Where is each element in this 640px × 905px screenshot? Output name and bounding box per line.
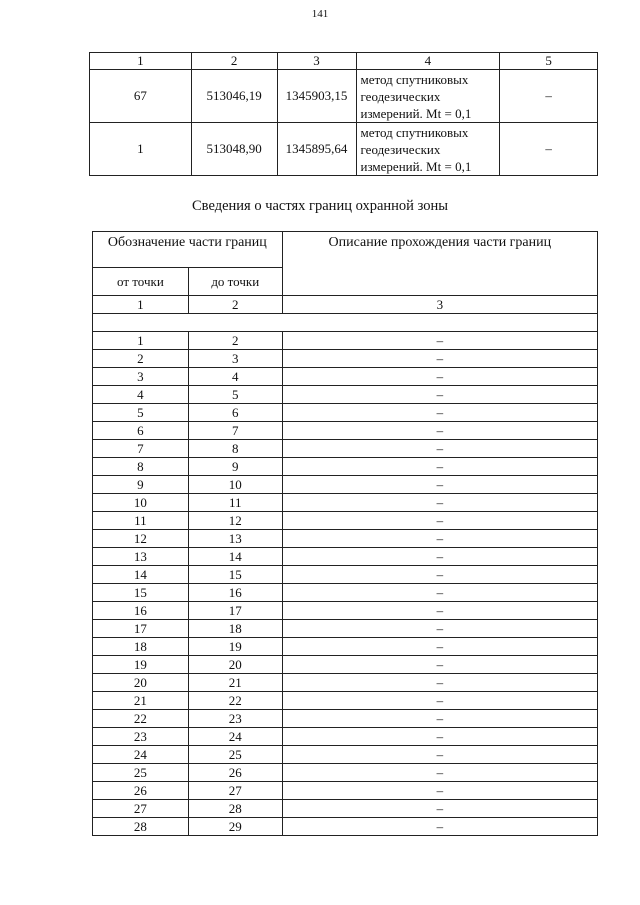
- coordinates-header-row: [90, 53, 598, 70]
- table-row: [93, 476, 598, 494]
- from-point: 22: [93, 710, 189, 728]
- from-point: 18: [93, 638, 189, 656]
- part-description: –: [282, 404, 597, 422]
- table-row: [93, 620, 598, 638]
- col-number-cell: 2: [191, 53, 277, 70]
- from-point: 21: [93, 692, 189, 710]
- method-line: метод спутниковых: [360, 124, 469, 140]
- part-description: –: [282, 710, 597, 728]
- parts-spacer-row: [93, 314, 598, 332]
- from-point: 20: [93, 674, 189, 692]
- to-point: 29: [188, 818, 282, 836]
- from-point: 2: [93, 350, 189, 368]
- from-point: 4: [93, 386, 189, 404]
- table-row: [93, 656, 598, 674]
- table-row: [93, 782, 598, 800]
- from-point: 12: [93, 530, 189, 548]
- table-row: [93, 422, 598, 440]
- part-description: –: [282, 368, 597, 386]
- to-point: 24: [188, 728, 282, 746]
- parts-rows: [93, 332, 598, 836]
- from-point: 24: [93, 746, 189, 764]
- to-point: 20: [188, 656, 282, 674]
- coordinate-y: 1345903,15: [277, 70, 356, 123]
- part-description: –: [282, 386, 597, 404]
- from-point: 16: [93, 602, 189, 620]
- part-description: –: [282, 620, 597, 638]
- table-row: [93, 764, 598, 782]
- part-description: –: [282, 782, 597, 800]
- method-line: геодезических: [360, 141, 441, 157]
- table-row: [93, 746, 598, 764]
- from-point: 19: [93, 656, 189, 674]
- coordinate-x: 513046,19: [191, 70, 277, 123]
- table-row: [93, 728, 598, 746]
- table-row: [93, 566, 598, 584]
- parts-header-row: [93, 232, 598, 268]
- col-number-cell: 1: [90, 53, 192, 70]
- part-description: –: [282, 584, 597, 602]
- part-description: –: [282, 512, 597, 530]
- part-description: –: [282, 476, 597, 494]
- table-row: [93, 404, 598, 422]
- to-point: 2: [188, 332, 282, 350]
- table-row: [93, 638, 598, 656]
- part-description: –: [282, 764, 597, 782]
- from-point: 13: [93, 548, 189, 566]
- parts-col-numbers-row: [93, 296, 598, 314]
- table-row: [93, 440, 598, 458]
- to-point: 4: [188, 368, 282, 386]
- from-point: 17: [93, 620, 189, 638]
- table-row: [93, 800, 598, 818]
- to-point: 11: [188, 494, 282, 512]
- to-point: 3: [188, 350, 282, 368]
- to-point: 25: [188, 746, 282, 764]
- col-number-cell: 1: [93, 296, 189, 314]
- coordinate-x: 513048,90: [191, 123, 277, 176]
- to-point: 7: [188, 422, 282, 440]
- part-description: –: [282, 458, 597, 476]
- part-description: –: [282, 800, 597, 818]
- from-point: 8: [93, 458, 189, 476]
- table-row: [93, 368, 598, 386]
- from-point: 6: [93, 422, 189, 440]
- from-point: 3: [93, 368, 189, 386]
- method-line: измерений. Mt = 0,1: [360, 158, 472, 174]
- to-point: 5: [188, 386, 282, 404]
- note-cell: –: [500, 70, 598, 123]
- section-title: Сведения о частях границ охранной зоны: [192, 198, 448, 214]
- table-row: [93, 602, 598, 620]
- table-row: [93, 548, 598, 566]
- method-line: метод спутниковых: [360, 71, 469, 87]
- from-point: 26: [93, 782, 189, 800]
- table-row: [93, 494, 598, 512]
- to-point-header: до точки: [188, 268, 282, 296]
- table-row: [93, 818, 598, 836]
- from-point: 5: [93, 404, 189, 422]
- to-point: 12: [188, 512, 282, 530]
- coordinate-y: 1345895,64: [277, 123, 356, 176]
- to-point: 19: [188, 638, 282, 656]
- method-description: [356, 123, 500, 176]
- table-row: [93, 584, 598, 602]
- part-description: –: [282, 440, 597, 458]
- to-point: 6: [188, 404, 282, 422]
- note-cell: –: [500, 123, 598, 176]
- part-description: –: [282, 746, 597, 764]
- part-description: –: [282, 602, 597, 620]
- method-line: геодезических: [360, 88, 441, 104]
- to-point: 17: [188, 602, 282, 620]
- from-point: 28: [93, 818, 189, 836]
- to-point: 14: [188, 548, 282, 566]
- to-point: 23: [188, 710, 282, 728]
- from-point: 15: [93, 584, 189, 602]
- table-row: [93, 350, 598, 368]
- col-number-cell: 3: [277, 53, 356, 70]
- to-point: 18: [188, 620, 282, 638]
- to-point: 21: [188, 674, 282, 692]
- from-point: 1: [93, 332, 189, 350]
- table-row: [93, 692, 598, 710]
- from-point: 10: [93, 494, 189, 512]
- table-row: [93, 512, 598, 530]
- coordinates-row: [90, 70, 598, 123]
- empty-cell: [93, 314, 598, 332]
- from-point: 9: [93, 476, 189, 494]
- to-point: 9: [188, 458, 282, 476]
- col-number-cell: 5: [500, 53, 598, 70]
- to-point: 15: [188, 566, 282, 584]
- col-number-cell: 4: [356, 53, 500, 70]
- part-description: –: [282, 332, 597, 350]
- table-row: [93, 332, 598, 350]
- to-point: 22: [188, 692, 282, 710]
- col-number-cell: 2: [188, 296, 282, 314]
- part-description: –: [282, 530, 597, 548]
- part-description: –: [282, 566, 597, 584]
- part-description: –: [282, 674, 597, 692]
- table-row: [93, 458, 598, 476]
- part-description: –: [282, 728, 597, 746]
- table-row: [93, 710, 598, 728]
- table-row: [93, 386, 598, 404]
- from-point-header: от точки: [93, 268, 189, 296]
- to-point: 16: [188, 584, 282, 602]
- page-number: 141: [311, 8, 329, 20]
- part-description: –: [282, 350, 597, 368]
- point-number: 67: [90, 70, 192, 123]
- to-point: 10: [188, 476, 282, 494]
- point-number: 1: [90, 123, 192, 176]
- from-point: 25: [93, 764, 189, 782]
- to-point: 8: [188, 440, 282, 458]
- to-point: 27: [188, 782, 282, 800]
- part-description: –: [282, 494, 597, 512]
- part-description-header: Описание прохождения части границ: [282, 232, 597, 296]
- part-description: –: [282, 656, 597, 674]
- from-point: 14: [93, 566, 189, 584]
- to-point: 13: [188, 530, 282, 548]
- method-description: [356, 70, 500, 123]
- from-point: 7: [93, 440, 189, 458]
- to-point: 26: [188, 764, 282, 782]
- boundary-parts-table: [92, 231, 598, 836]
- coordinates-table: [89, 52, 598, 176]
- table-row: [93, 674, 598, 692]
- part-description: –: [282, 818, 597, 836]
- table-row: [93, 530, 598, 548]
- to-point: 28: [188, 800, 282, 818]
- from-point: 11: [93, 512, 189, 530]
- col-number-cell: 3: [282, 296, 597, 314]
- from-point: 27: [93, 800, 189, 818]
- coordinates-row: [90, 123, 598, 176]
- part-designation-header: Обозначение части границ: [93, 232, 283, 268]
- method-line: измерений. Mt = 0,1: [360, 105, 472, 121]
- from-point: 23: [93, 728, 189, 746]
- part-description: –: [282, 638, 597, 656]
- part-description: –: [282, 422, 597, 440]
- part-description: –: [282, 692, 597, 710]
- part-description: –: [282, 548, 597, 566]
